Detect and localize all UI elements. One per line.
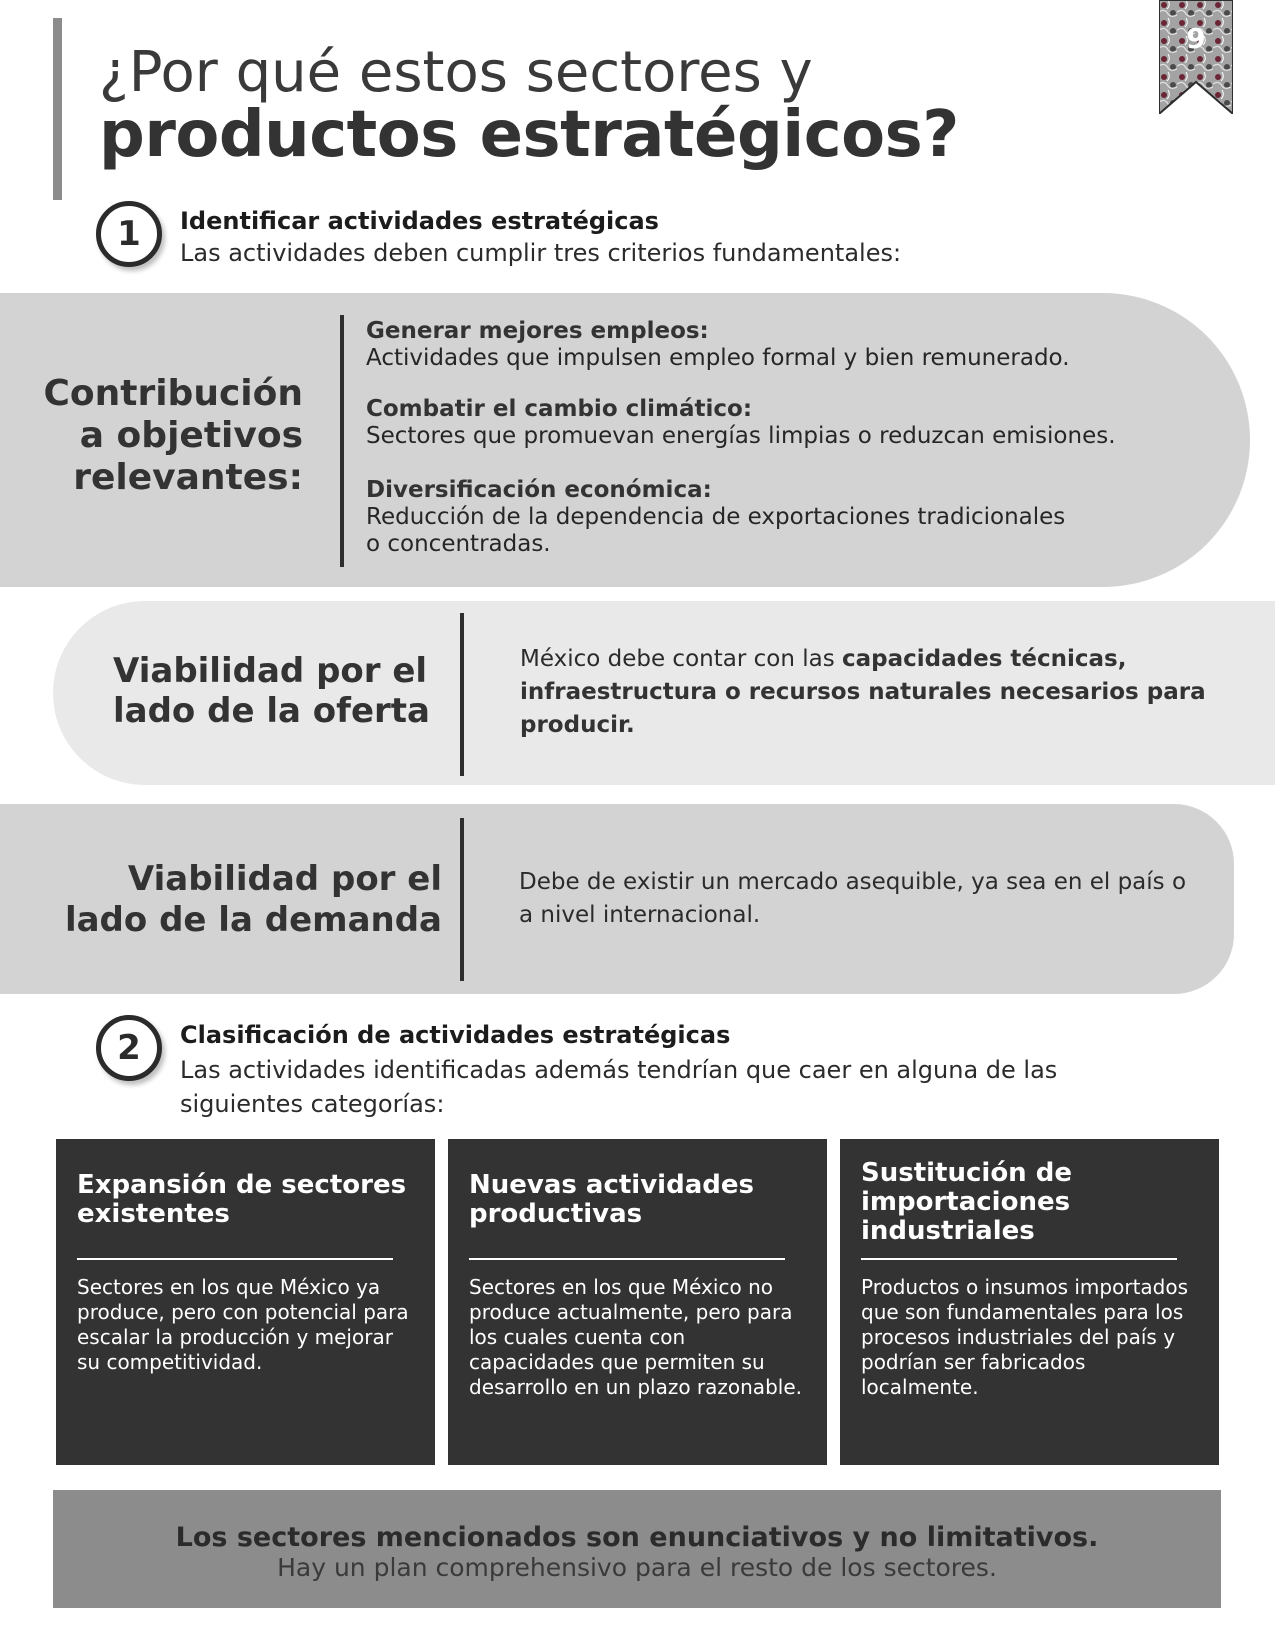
step-1-heading: Identificar actividades estratégicas: [180, 207, 659, 235]
title-accent-bar: [53, 18, 62, 200]
criterion-text-line1: Reducción de la dependencia de exportaciones tradicionales: [366, 504, 1066, 530]
category-card-expansion: [56, 1139, 435, 1465]
step-2-text: Las actividades identificadas además tendrían que caer en alguna de las siguientes categorías:: [180, 1056, 1058, 1118]
contribution-title-line3: relevantes:: [73, 457, 303, 498]
demand-divider: [460, 818, 464, 981]
contribution-divider: [340, 315, 344, 567]
page-number-ribbon: [1159, 0, 1233, 114]
demand-panel: [0, 804, 1234, 994]
contribution-title-line1: Contribución: [43, 373, 303, 414]
category-title: Nuevas actividades productivas: [469, 1170, 754, 1229]
contribution-title-line2: a objetivos: [79, 415, 303, 456]
category-text: Sectores en los que México ya produce, pero con potencial para escalar la producción y mejorar su competitividad.: [77, 1275, 409, 1374]
criterion-climate: [366, 396, 1206, 450]
footer-bold-text: Los sectores mencionados son enunciativos y no limitativos.: [175, 1522, 1099, 1553]
criterion-text: Sectores que promuevan energías limpias o reduzcan emisiones.: [366, 423, 1116, 449]
category-title: Expansión de sectores existentes: [77, 1170, 407, 1229]
criterion-heading: Combatir el cambio climático:: [366, 396, 753, 422]
demand-text: Debe de existir un mercado asequible, ya sea en el país o a nivel internacional.: [519, 869, 1187, 928]
page-title-line2: productos estratégicos?: [99, 98, 959, 172]
category-divider: [77, 1258, 393, 1260]
supply-title-line2: lado de la oferta: [113, 691, 430, 731]
category-card-new-activities: [448, 1139, 827, 1465]
ornament-pattern-icon: [1159, 0, 1233, 114]
supply-divider: [460, 613, 464, 776]
category-text: Sectores en los que México no produce actualmente, pero para los cuales cuenta con capacidades que permiten su desarrollo en un plazo razonable.: [469, 1275, 802, 1399]
category-title: Sustitución de importaciones industriales: [861, 1158, 1072, 1246]
category-divider: [861, 1258, 1177, 1260]
step-2-badge: 2: [96, 1015, 162, 1081]
footer-text: Hay un plan comprehensivo para el resto de los sectores.: [277, 1553, 997, 1582]
category-divider: [469, 1258, 785, 1260]
supply-text-bold: capacidades técnicas, infraestructura o recursos naturales necesarios para producir.: [520, 646, 1206, 738]
criterion-text: Actividades que impulsen empleo formal y bien remunerado.: [366, 345, 1070, 371]
supply-title-line1: Viabilidad por el: [113, 651, 428, 691]
criterion-employment: [366, 318, 1206, 372]
criterion-diversification: [366, 477, 1206, 558]
supply-text: [520, 643, 1220, 742]
page-title-line1: ¿Por qué estos sectores y: [99, 40, 813, 105]
step-2-heading: Clasificación de actividades estratégicas: [180, 1021, 731, 1049]
step-1-text: Las actividades deben cumplir tres criterios fundamentales:: [180, 239, 902, 267]
page-number: 9: [1186, 22, 1206, 55]
contribution-panel: [0, 293, 1250, 587]
category-text: Productos o insumos importados que son fundamentales para los procesos industriales del país y podrían ser fabricados localmente.: [861, 1275, 1189, 1399]
supply-panel: [53, 601, 1275, 785]
criterion-heading: Generar mejores empleos:: [366, 318, 709, 344]
supply-title: [113, 651, 483, 731]
supply-text-plain: México debe contar con las: [520, 646, 842, 672]
demand-title-line1: Viabilidad por el: [127, 859, 442, 899]
step-1-badge: 1: [96, 201, 162, 267]
demand-title: [30, 859, 442, 941]
footer-note: [53, 1490, 1221, 1608]
category-card-import-substitution: [840, 1139, 1219, 1465]
criterion-heading: Diversificación económica:: [366, 477, 712, 503]
criterion-text-line2: o concentradas.: [366, 531, 551, 557]
contribution-title: [40, 373, 303, 499]
demand-title-line2: lado de la demanda: [64, 900, 442, 940]
